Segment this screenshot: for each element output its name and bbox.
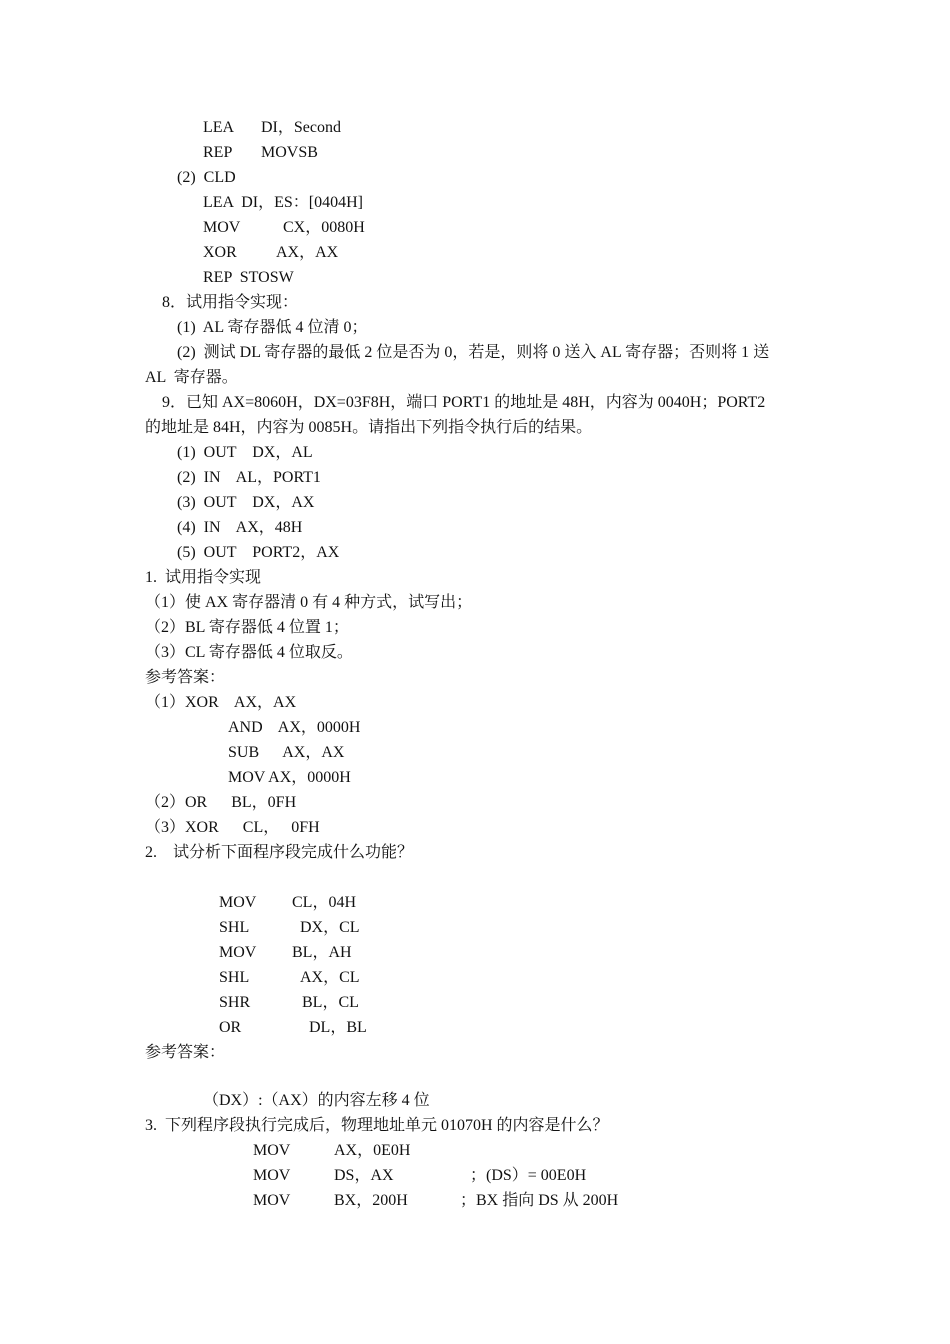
mnemonic: OR <box>219 1019 242 1036</box>
code-line: （1）XOR AX，AX <box>145 694 297 711</box>
operands: BL，CL <box>302 994 359 1011</box>
operands: CX，0080H <box>283 219 365 236</box>
mnemonic: XOR <box>203 244 237 261</box>
text-line: (2) CLD <box>177 169 236 186</box>
operands: AX，AX <box>276 244 339 261</box>
operands: AX，CL <box>300 969 360 986</box>
mnemonic: MOV <box>253 1192 291 1209</box>
text-line: (4) IN AX，48H <box>177 519 303 536</box>
text-line: （1）使 AX 寄存器清 0 有 4 种方式，试写出； <box>145 594 473 611</box>
text-line: （DX）:（AX）的内容左移 4 位 <box>203 1092 430 1109</box>
text-line: (2) IN AL，PORT1 <box>177 469 321 486</box>
operands: DS，AX <box>334 1167 394 1184</box>
text-line: AL 寄存器。 <box>145 369 238 386</box>
text-line: (1) OUT DX，AL <box>177 444 313 461</box>
operands: CL，04H <box>292 894 357 911</box>
text-line: (5) OUT PORT2，AX <box>177 544 340 561</box>
code-line: （2）OR BL，0FH <box>145 794 297 811</box>
text-line: 的地址是 84H，内容为 0085H。请指出下列指令执行后的结果。 <box>145 419 593 436</box>
text-line: (1) AL 寄存器低 4 位清 0； <box>177 319 368 336</box>
mnemonic: REP <box>203 144 233 161</box>
text-line: (2) 测试 DL 寄存器的最低 2 位是否为 0，若是，则将 0 送入 AL 寄存器；否则将 1 送 <box>177 344 770 361</box>
mnemonic: SHL <box>219 919 250 936</box>
text-line: (3) OUT DX，AX <box>177 494 315 511</box>
mnemonic: LEA <box>203 119 235 136</box>
operands: MOVSB <box>261 144 318 161</box>
mnemonic: MOV <box>253 1142 291 1159</box>
code-line: AND AX，0000H <box>228 719 361 736</box>
mnemonic: MOV <box>219 944 257 961</box>
answer-label: 参考答案： <box>145 1044 226 1061</box>
comment: ；(DS）= 00E0H <box>470 1167 587 1184</box>
mnemonic: MOV <box>203 219 241 236</box>
question-heading: 1. 试用指令实现 <box>145 569 262 586</box>
text-line: （2）BL 寄存器低 4 位置 1； <box>145 619 349 636</box>
question-heading: 2. 试分析下面程序段完成什么功能？ <box>145 844 414 861</box>
question-heading: 8．试用指令实现： <box>162 294 299 311</box>
question-heading: 9．已知 AX=8060H，DX=03F8H，端口 PORT1 的地址是 48H，内容为 0040H；PORT2 <box>162 394 766 411</box>
operands: AX，0E0H <box>334 1142 411 1159</box>
code-line: （3）XOR CL， 0FH <box>145 819 320 836</box>
mnemonic: SHL <box>219 969 250 986</box>
code-line: LEA DI，ES：[0404H] <box>203 194 363 211</box>
code-line: REP STOSW <box>203 269 294 286</box>
question-heading: 3. 下列程序段执行完成后，物理地址单元 01070H 的内容是什么？ <box>145 1117 609 1134</box>
operands: DL，BL <box>309 1019 367 1036</box>
operands: DX，CL <box>300 919 360 936</box>
text-line: （3）CL 寄存器低 4 位取反。 <box>145 644 353 661</box>
answer-label: 参考答案： <box>145 669 226 686</box>
code-line: SUB AX，AX <box>228 744 345 761</box>
mnemonic: MOV <box>253 1167 291 1184</box>
operands: DI，Second <box>261 119 341 136</box>
operands: BX，200H <box>334 1192 408 1209</box>
operands: BL，AH <box>292 944 352 961</box>
mnemonic: SHR <box>219 994 251 1011</box>
code-line: MOV AX，0000H <box>228 769 351 786</box>
mnemonic: MOV <box>219 894 257 911</box>
comment: ；BX 指向 DS 从 200H <box>460 1192 619 1209</box>
